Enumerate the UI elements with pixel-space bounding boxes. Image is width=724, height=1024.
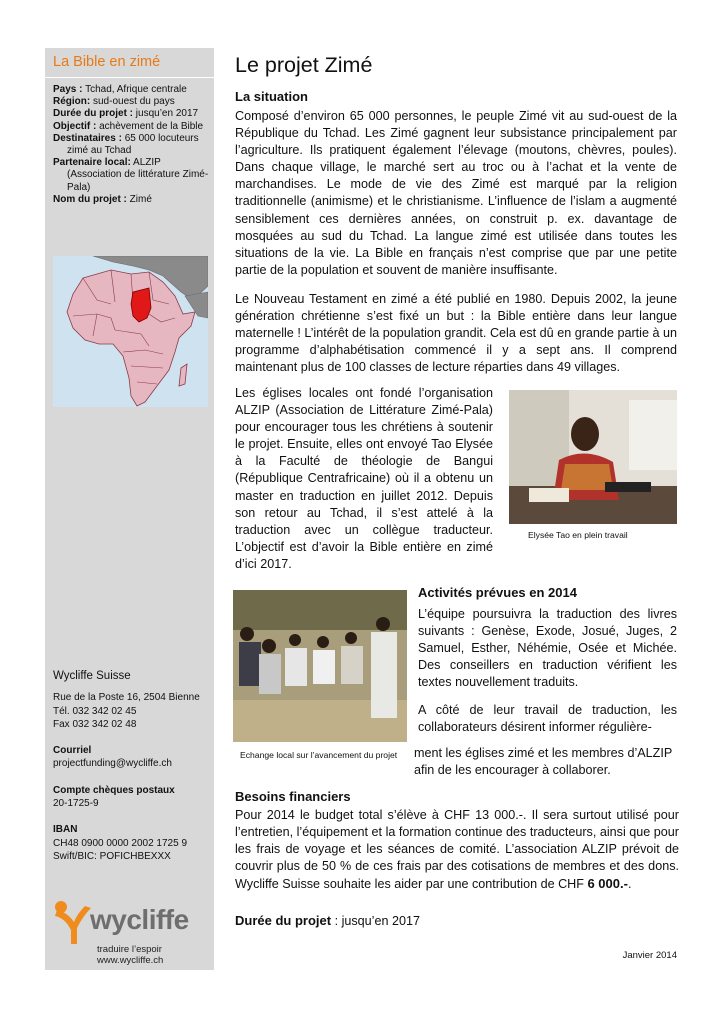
duration-label: Durée du projet — [235, 913, 332, 928]
project-facts — [53, 84, 211, 206]
iban-value: CH48 0900 0000 2002 1725 9 — [53, 837, 188, 849]
fact-objective: Objectif : achèvement de la Bible — [53, 120, 204, 132]
paragraph-information-a: A côté de leur travail de traduction, les collaborateurs désirent informer régulière- — [418, 703, 677, 735]
fact-partner: Partenaire local: ALZIP (Association de littérature Zimé-Pala) — [53, 157, 209, 193]
paragraph-activities: L’équipe poursuivra la traduction des livres suivants : Genèse, Exode, Josué, Juges, 2 Samuel, Esther, Néhémie, Osée et Michée. Des conseillers en traduction vérifient les textes nouvellement traduits. — [418, 607, 677, 690]
duration-value: : jusqu’en 2017 — [331, 914, 421, 928]
fax: Fax 032 342 02 48 — [53, 718, 137, 730]
contact-block — [53, 670, 211, 863]
phone: Tél. 032 342 02 45 — [53, 705, 137, 717]
africa-map-graphic — [53, 256, 208, 407]
besoins-heading: Besoins financiers — [235, 789, 351, 804]
activities-heading: Activités prévues en 2014 — [418, 585, 577, 600]
email-label: Courriel — [53, 745, 92, 757]
africa-map — [53, 256, 208, 407]
sidebar-title: La Bible en zimé — [53, 54, 161, 70]
photo-meeting-graphic — [233, 590, 407, 742]
situation-heading: La situation — [235, 89, 308, 104]
paragraph-besoins: Pour 2014 le budget total s’élève à CHF 13 000.-. Il sera surtout utilisé pour l’entretien, l’équipement et la formation continue des traducteurs, ainsi que pour les frais de voyage et les séances de comité. L’association ALZIP prévoit de couvrir plus de 50 % de ces frais par des cotisations de membres et des dons. Wycliffe Suisse souhaite les aider par une contribution de CHF 6 000.-. — [235, 808, 679, 892]
contribution-amount: 6 000.- — [587, 876, 628, 892]
photo-translator — [509, 390, 677, 524]
paragraph-alzip: Les églises locales ont fondé l’organisation ALZIP (Association de Littérature Zimé-Pala) pour encourager tous les chrétiens à soutenir le projet. Ensuite, elles ont envoyé Tao Elysée à la Faculté de théologie de Bangui (République Centrafricaine) où il a obtenu un master en traduction en juillet 2012. Depuis son retour au Tchad, il s’est attelé à la traduction avec un collègue traducteur. L’objectif est d’avoir la Bible entière en zimé d’ici 2017. — [235, 386, 493, 571]
photo-meeting — [233, 590, 407, 742]
document-date: Janvier 2014 — [622, 950, 677, 961]
paragraph-new-testament: Le Nouveau Testament en zimé a été publié en 1980. Depuis 2002, la jeune génération chrétienne s’est fixé un but : la Bible entière dans leur langue maternelle ! L’intérêt de la population grandit. Cela est dû en grande partie à un programme d’alphabétisation commencé il y a sept ans. Il comprend maintenant plus de 100 classes de lecture réparties dans 49 villages. — [235, 292, 677, 375]
fact-region: Région: sud-ouest du pays — [53, 96, 175, 108]
project-duration — [235, 912, 679, 930]
postal-label: Compte chèques postaux — [53, 784, 175, 796]
fact-recipients: Destinataires : 65 000 locuteurs zimé au Tchad — [53, 132, 199, 157]
fact-project-name: Nom du projet : Zimé — [53, 193, 152, 205]
wycliffe-logo — [53, 898, 211, 966]
page-title: Le projet Zimé — [235, 53, 373, 77]
address: Rue de la Poste 16, 2504 Bienne — [53, 692, 200, 704]
iban-label: IBAN — [53, 824, 78, 836]
swift-value: Swift/BIC: POFICHBEXXX — [53, 850, 171, 862]
caption-translator: Elysée Tao en plein travail — [528, 530, 628, 540]
divider — [45, 77, 214, 78]
logo-wordmark: wycliffe — [90, 904, 189, 935]
fact-country: Pays : Tchad, Afrique centrale — [53, 84, 187, 95]
caption-meeting: Echange local sur l’avancement du projet — [240, 750, 398, 760]
fact-duration: Durée du projet : jusqu’en 2017 — [53, 108, 199, 120]
logo-tagline: traduire l’espoir www.wycliffe.ch — [97, 944, 164, 966]
org-name: Wycliffe Suisse — [53, 670, 131, 682]
postal-account: 20-1725-9 — [53, 798, 99, 810]
sidebar — [45, 48, 214, 970]
paragraph-situation: Composé d’environ 65 000 personnes, le peuple Zimé vit au sud-ouest de la République du Tchad. Les Zimé gagnent leur subsistance principalement par l’agriculture. Ils pratiquent également l’élevage (moutons, chèvres, poules). Dans chaque village, le marché sert au troc ou à l’achat et la vente de marchandises. Le mode de vie des Zimé est marqué par la religion traditionnelle (animisme) et le christianisme. L’influence de l’islam a augmenté sensiblement ces dernières années, on construit p. ex. davantage de mosquées au sud du Tchad. La langue zimé est utilisée dans toutes les situations de la vie. La Bible en français n’est comprise que par une petite partie de la population et souvent de manière insuffisante. — [235, 109, 677, 277]
paragraph-information-b: ment les églises zimé et les membres d’ALZIP afin de les encourager à collaborer. — [414, 746, 673, 778]
logo-y-icon — [53, 900, 93, 946]
photo-translator-graphic — [509, 390, 677, 524]
email-link[interactable]: projectfunding@wycliffe.ch — [53, 758, 172, 770]
